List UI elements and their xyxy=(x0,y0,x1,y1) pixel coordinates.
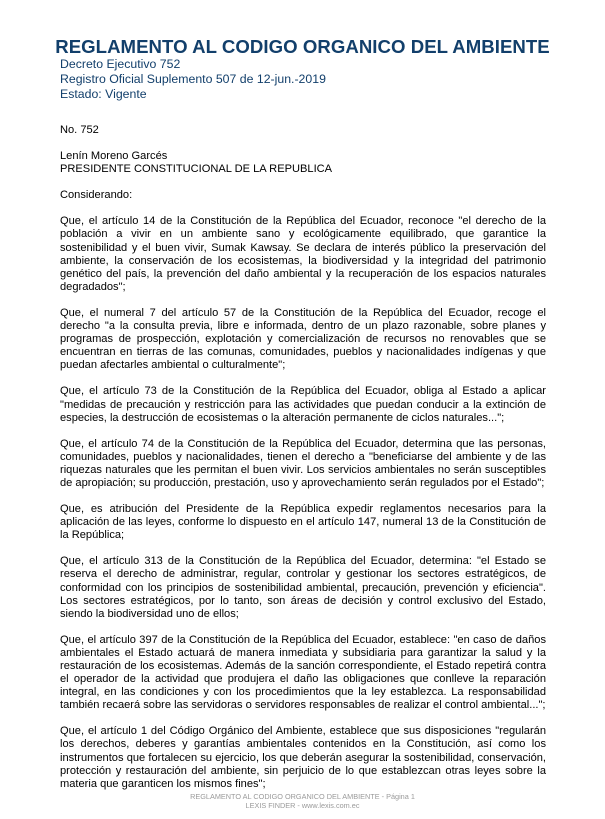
footer-page-label: REGLAMENTO AL CODIGO ORGANICO DEL AMBIENTE - Página 1 xyxy=(190,792,415,801)
paragraph: Que, el numeral 7 del artículo 57 de la Constitución de la República del Ecuador, recoge el derecho "a la consulta previa, libre e informada, dentro de un plazo razonable, sobre planes y programas de prospección, explotación y comercialización de recursos no renovables que se encuentran en tierras de las comunas, comunidades, pueblos y nacionalidades indígenas y que puedan afectarles ambiental o culturalmente"; xyxy=(60,306,546,372)
paragraph: Que, el artículo 313 de la Constitución de la República del Ecuador, determina: "el Estado se reserva el derecho de administrar, regular, controlar y gestionar los sectores estratégicos, de conformidad con los principios de sostenibilidad ambiental, precaución, prevención y eficiencia". Los sectores estratégicos, por lo tanto, son áreas de decisión y control exclusivo del Estado, siendo la biodiversidad uno de ellos; xyxy=(60,555,546,620)
paragraph: Que, es atribución del Presidente de la República expedir reglamentos necesarios para la aplicación de las leyes, conforme lo dispuesto en el artículo 147, numeral 13 de la Constitución de la República; xyxy=(60,503,546,542)
document-title: REGLAMENTO AL CODIGO ORGANICO DEL AMBIENTE xyxy=(55,36,550,57)
paragraph: Que, el artículo 74 de la Constitución de la República del Ecuador, determina que las personas, comunidades, pueblos y nacionalidades, tienen el derecho a "beneficiarse del ambiente y de las riquezas naturales que les permitan el buen vivir. Los servicios ambientales no serán susceptibles de apropiación; su producción, prestación, uso y aprovechamiento serán regulados por el Estado"; xyxy=(60,437,546,489)
paragraph: Que, el artículo 14 de la Constitución de la República del Ecuador, reconoce "el derecho de la población a vivir en un ambiente sano y ecológicamente equilibrado, que garantice la sostenibilidad y el buen vivir, Sumak Kawsay. Se declara de interés público la preservación del ambiente, la conservación de los ecosistemas, la biodiversidad y la integridad del patrimonio genético del país, la prevención del daño ambiental y la recuperación de los espacios naturales degradados"; xyxy=(60,215,546,293)
signer-name: Lenín Moreno Garcés xyxy=(60,150,168,163)
document-body xyxy=(60,124,546,804)
page-footer xyxy=(0,792,605,810)
decree-number: Decreto Ejecutivo 752 xyxy=(60,57,181,71)
signer-block xyxy=(60,150,546,176)
signer-position: PRESIDENTE CONSTITUCIONAL DE LA REPUBLICA xyxy=(60,163,333,176)
official-registry: Registro Oficial Suplemento 507 de 12-jun.-2019 xyxy=(60,72,326,86)
document-meta xyxy=(60,57,326,102)
footer-source: LEXIS FINDER - www.lexis.com.ec xyxy=(245,801,360,810)
considering-label: Considerando: xyxy=(60,189,133,202)
paragraph: Que, el artículo 73 de la Constitución de la República del Ecuador, obliga al Estado a aplicar "medidas de precaución y restricción para las actividades que puedan conducir a la extinción de especies, la destrucción de ecosistemas o la alteración permanente de ciclos naturales..."; xyxy=(60,385,546,424)
document-status: Estado: Vigente xyxy=(60,87,147,101)
decree-no: No. 752 xyxy=(60,124,99,136)
paragraph: Que, el artículo 397 de la Constitución de la República del Ecuador, establece: "en caso de daños ambientales el Estado actuará de manera inmediata y subsidiaria para garantizar la salud y la restauración de los ecosistemas. Además de la sanción correspondiente, el Estado repetirá contra el operador de la actividad que produjera el daño las obligaciones que conlleve la reparación integral, en las condiciones y con los procedimientos que la ley establezca. La responsabilidad también recaerá sobre las servidoras o servidores responsables de realizar el control ambiental..."; xyxy=(60,633,546,712)
paragraph: Que, el artículo 1 del Código Orgánico del Ambiente, establece que sus disposiciones "regularán los derechos, deberes y garantías ambientales contenidos en la Constitución, así como los instrumentos que fortalecen su ejercicio, los que deberán asegurar la sostenibilidad, conservación, protección y restauración del ambiente, sin perjuicio de lo que establezcan otras leyes sobre la materia que garanticen los mismos fines"; xyxy=(60,725,546,790)
